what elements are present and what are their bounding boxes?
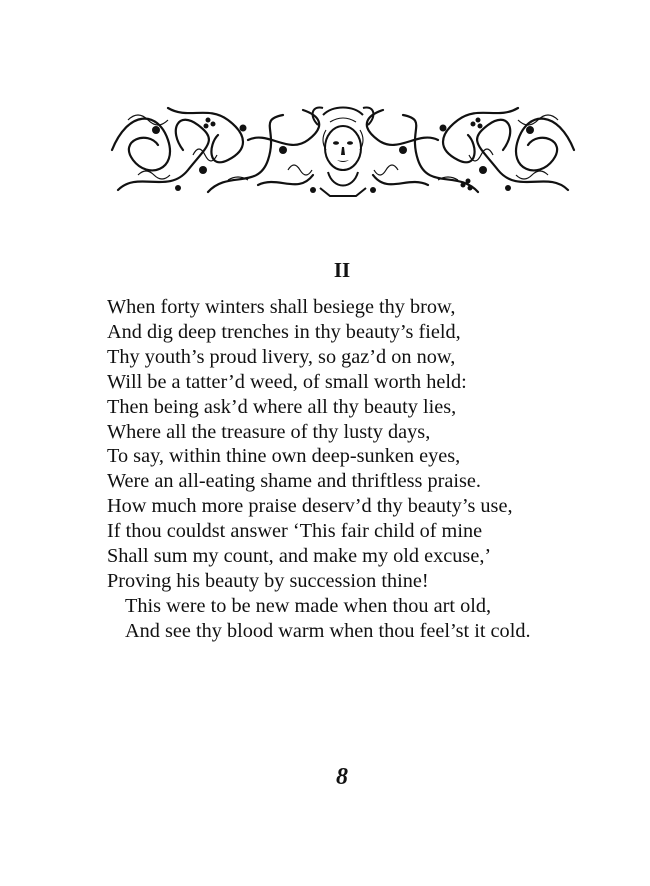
poem-line: Were an all-eating shame and thriftless praise.	[107, 470, 481, 493]
poem-line: Shall sum my count, and make my old excuse,’	[107, 545, 492, 568]
sonnet-text	[107, 295, 531, 644]
poem-line: When forty winters shall besiege thy brow,	[107, 296, 456, 318]
couplet-line: This were to be new made when thou art old,	[125, 594, 492, 617]
couplet-line: And see thy blood warm when thou feel’st it cold.	[125, 619, 531, 642]
poem-line: To say, within thine own deep-sunken eyes,	[107, 445, 461, 468]
poem-line: How much more praise deserv’d thy beauty’s use,	[107, 495, 513, 518]
ornament-graphic	[108, 100, 578, 200]
poem-line: And dig deep trenches in thy beauty’s field,	[107, 320, 461, 343]
poem-line: If thou couldst answer ‘This fair child of mine	[107, 520, 483, 543]
sonnet-number: II	[333, 258, 351, 282]
poem-line: Will be a tatter’d weed, of small worth held:	[107, 370, 467, 393]
poem-line: Thy youth’s proud livery, so gaz’d on now,	[107, 345, 456, 368]
decorative-header-ornament	[108, 100, 578, 200]
poem-line: Where all the treasure of thy lusty days,	[107, 420, 431, 443]
poem-line: Proving his beauty by succession thine!	[107, 569, 429, 592]
poem-line: Then being ask’d where all thy beauty lies,	[107, 395, 457, 418]
page-number: 8	[336, 764, 348, 790]
